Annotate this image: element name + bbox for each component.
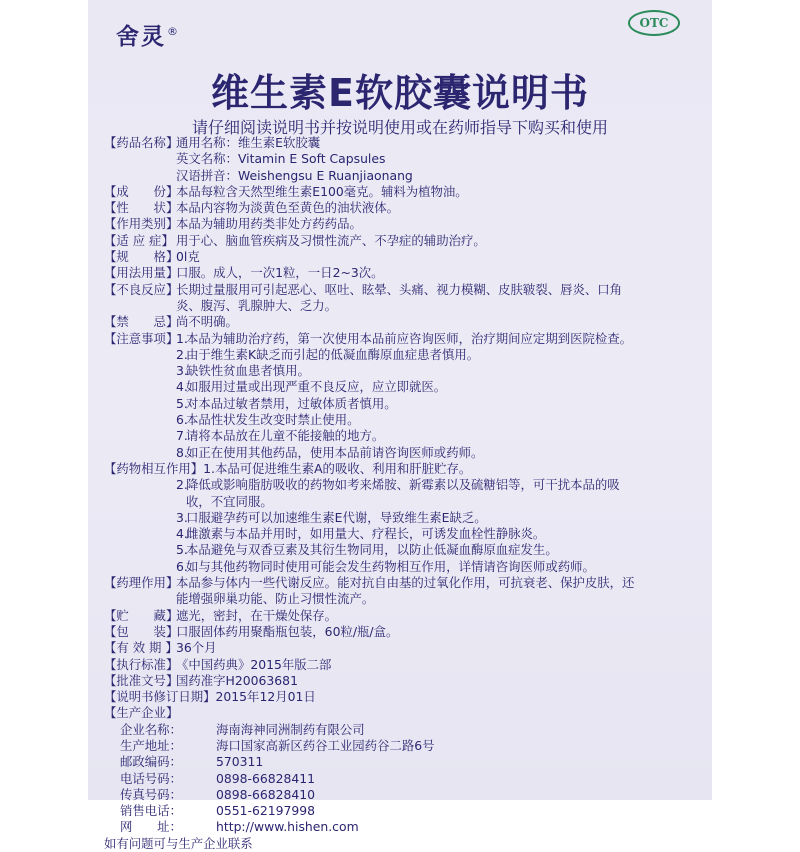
adverse-text: 长期过量服用可引起恶心、呕吐、眩晕、头痛、视力模糊、皮肤皲裂、唇炎、口角炎、腹泻、乳腺肿大、乏力。 — [176, 281, 623, 313]
footer-note: 如有问题可与生产企业联系 — [104, 835, 253, 851]
revision-label: 【说明书修订日期】 — [104, 689, 216, 705]
list-item: 3. 缺铁性贫血患者慎用。 — [176, 363, 310, 379]
list-item: 6. 本品性状发生改变时禁止使用。 — [176, 412, 360, 428]
ingredients-label: 【成 份】 — [104, 183, 179, 199]
revision-text: 2015年12月01日 — [215, 689, 316, 705]
dosage-row — [104, 265, 644, 281]
registered-mark: ® — [167, 25, 180, 39]
revision-row — [104, 689, 644, 705]
adverse-label: 【不良反应】 — [104, 281, 179, 297]
ingredients-text: 本品每粒含天然型维生素E100毫克。辅料为植物油。 — [176, 183, 468, 199]
pharmacology-row — [104, 575, 644, 608]
english-name: 英文名称：Vitamin E Soft Capsules — [176, 151, 386, 167]
interactions-label: 【药物相互作用】 — [104, 460, 204, 476]
list-item: 1. 本品为辅助治疗药，第一次使用本品前应咨询医师，治疗期间应定期到医院检查。 — [176, 330, 633, 346]
spec-label: 【规 格】 — [104, 249, 179, 265]
standard-label: 【执行标准】 — [104, 656, 179, 672]
list-item: 4. 如服用过量或出现严重不良反应，应立即就医。 — [176, 379, 447, 395]
dosage-text: 口服。成人，一次1粒，一日2~3次。 — [176, 265, 384, 281]
manufacturer-row: 销售电话： 0551-62197998 — [120, 803, 316, 819]
character-label: 【性 状】 — [104, 200, 179, 216]
page-subtitle: 请仔细阅读说明书并按说明使用或在药师指导下购买和使用 — [191, 118, 608, 137]
list-item: 4. 雌激素与本品并用时，如用量大、疗程长，可诱发血栓性静脉炎。 — [176, 526, 546, 542]
list-item: 3. 口服避孕药可以加速维生素E代谢，导致维生素E缺乏。 — [176, 509, 487, 525]
standard-text: 《中国药典》2015年版二部 — [176, 656, 332, 672]
manufacturer-row: 传真号码： 0898-66828410 — [120, 786, 316, 802]
manufacturer-row: 生产地址： 海口国家高新区药谷工业园药谷二路6号 — [120, 737, 435, 753]
list-item: 7. 请将本品放在儿童不能接触的地方。 — [176, 428, 385, 444]
manufacturer-row: 邮政编码： 570311 — [120, 754, 264, 770]
package-text: 口服固体药用聚酯瓶包装，60粒/瓶/盒。 — [176, 623, 399, 639]
manufacturer-row: 网 址： http://www.hishen.com — [120, 819, 359, 835]
manufacturer-details — [104, 722, 644, 836]
package-label: 【包 装】 — [104, 623, 179, 639]
manufacturer-row: 电话号码： 0898-66828411 — [120, 770, 316, 786]
leaflet-body — [104, 135, 644, 852]
storage-label: 【贮 藏】 — [104, 607, 179, 623]
precautions-list — [176, 331, 644, 461]
brand-name: 舍灵 — [116, 24, 166, 50]
pharmacology-text: 本品参与体内一些代谢反应。能对抗自由基的过氧化作用，可抗衰老、保护皮肤，还能增强卵巢功能、防止习惯性流产。 — [176, 575, 635, 607]
list-item: 5. 对本品过敏者禁用，过敏体质者慎用。 — [176, 395, 397, 411]
spec-row — [104, 249, 644, 265]
pinyin-name: 汉语拼音：Weishengsu E Ruanjiaonang — [176, 167, 413, 183]
storage-row — [104, 608, 644, 624]
contra-row — [104, 314, 644, 330]
package-row — [104, 624, 644, 640]
category-row — [104, 216, 644, 232]
approval-text: 国药准字H20063681 — [176, 672, 298, 688]
adverse-row — [104, 282, 644, 315]
standard-row — [104, 657, 644, 673]
otc-badge: OTC — [628, 10, 680, 36]
manufacturer-label: 【生产企业】 — [104, 705, 179, 721]
generic-name: 通用名称：维生素E软胶囊 — [176, 135, 321, 150]
page-title: 维生素E软胶囊说明书 — [211, 71, 589, 115]
category-text: 本品为辅助用药类非处方药药品。 — [176, 216, 362, 232]
list-item: 5. 本品避免与双香豆素及其衍生物同用，以防止低凝血酶原血症发生。 — [176, 542, 558, 558]
indications-label: 【适 应 症】 — [104, 232, 174, 248]
list-item: 8. 如正在使用其他药品，使用本品前请咨询医师或药师。 — [176, 444, 484, 460]
approval-row — [104, 673, 644, 689]
dosage-label: 【用法用量】 — [104, 265, 179, 281]
contra-label: 【禁 忌】 — [104, 314, 179, 330]
approval-label: 【批准文号】 — [104, 672, 179, 688]
indications-row — [104, 233, 644, 249]
list-item: 2. 由于维生素K缺乏而引起的低凝血酶原血症患者慎用。 — [176, 346, 480, 362]
pharmacology-label: 【药理作用】 — [104, 575, 179, 591]
precautions-row — [104, 331, 644, 461]
indications-text: 用于心、脑血管疾病及习惯性流产、不孕症的辅助治疗。 — [176, 232, 486, 248]
interactions-section — [104, 461, 644, 575]
manufacturer-row: 企业名称： 海南海神同洲制药有限公司 — [120, 721, 365, 737]
validity-row — [104, 640, 644, 656]
interactions-list — [104, 477, 644, 575]
spec-text: 0l克 — [176, 249, 200, 265]
ingredients-row — [104, 184, 644, 200]
brand-logo — [116, 18, 180, 51]
validity-text: 36个月 — [176, 640, 217, 656]
list-item: 2. 降低或影响脂肪吸收的药物如考来烯胺、新霉素以及硫糖铝等，可干扰本品的吸收，不宜同服。 — [176, 477, 620, 509]
list-item: 6. 如与其他药物同时使用可能会发生药物相互作用，详情请咨询医师或药师。 — [176, 558, 595, 574]
interactions-item-1: 1.本品可促进维生素A的吸收、利用和肝脏贮存。 — [203, 460, 472, 476]
storage-text: 遮光，密封，在干燥处保存。 — [176, 607, 338, 623]
contra-text: 尚不明确。 — [176, 314, 238, 330]
category-label: 【作用类别】 — [104, 216, 179, 232]
drug-name-row — [104, 135, 644, 151]
character-text: 本品内容物为淡黄色至黄色的油状液体。 — [176, 200, 400, 216]
character-row — [104, 200, 644, 216]
drug-name-label: 【药品名称】 — [104, 135, 179, 150]
precautions-label: 【注意事项】 — [104, 330, 179, 346]
validity-label: 【有 效 期 】 — [104, 640, 178, 656]
